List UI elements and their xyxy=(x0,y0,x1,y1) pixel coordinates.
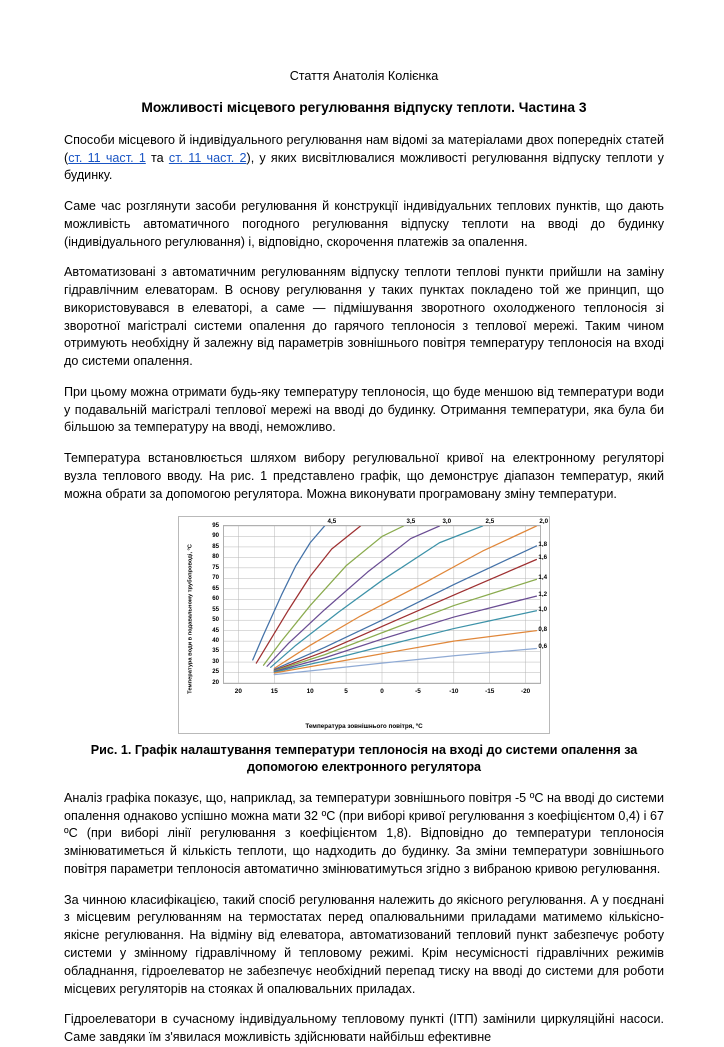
x-tick-label: 20 xyxy=(234,687,242,695)
plot-area xyxy=(223,525,541,684)
y-axis-title-label: Температура води в подавальному трубопроводі, ºC xyxy=(187,544,194,694)
x-tick-label: 0 xyxy=(380,687,384,695)
paragraph-2: Саме час розглянути засоби регулювання й конструкції індивідуальних теплових пунктів, що дають можливість автоматичного погодного регулювання відпуску теплоти на вводі до будинку (індивідуального регулювання) і, відповідно, скорочення платежів за опалення. xyxy=(64,198,664,249)
y-tick-label: 40 xyxy=(212,636,219,644)
y-tick-label: 50 xyxy=(212,616,219,624)
y-axis-ticks xyxy=(201,521,219,686)
curve-label-1-6: 1,6 xyxy=(538,554,548,562)
y-tick-label: 20 xyxy=(212,678,219,686)
paragraph-1-text-a: Способи місцевого й індивідуального регулювання нам відомі за матеріалами двох попередніх статей ( xyxy=(64,132,664,165)
curve-label-3-0: 3,0 xyxy=(442,517,452,525)
y-tick-label: 25 xyxy=(212,668,219,676)
y-tick-label: 35 xyxy=(212,647,219,655)
y-tick-label: 55 xyxy=(212,605,219,613)
curve-label-2-5: 2,5 xyxy=(485,517,495,525)
y-tick-label: 30 xyxy=(212,657,219,665)
paragraph-1 xyxy=(64,132,664,186)
curve-label-2-0: 2,0 xyxy=(539,517,549,525)
link-article-11-part-2[interactable]: ст. 11 част. 2 xyxy=(168,150,247,165)
curve-label-1-0: 1,0 xyxy=(538,605,548,613)
y-tick-label: 60 xyxy=(212,595,219,603)
chart-line-1-6 xyxy=(274,559,536,670)
x-tick-label: 10 xyxy=(306,687,314,695)
y-tick-label: 45 xyxy=(212,626,219,634)
x-axis-ticks xyxy=(223,689,541,701)
x-axis-title: Температура зовнішнього повітря, ºC xyxy=(305,722,423,730)
curve-label-4-5: 4,5 xyxy=(327,517,337,525)
chart-line-4-5 xyxy=(253,526,325,660)
y-tick-label: 65 xyxy=(212,584,219,592)
paragraph-8: Гідроелеватори в сучасному індивідуальному тепловому пункті (ІТП) замінили циркуляційні насоси. Саме завдяки їм з'явилася можливість здійснювати найбільш ефективне xyxy=(64,1012,664,1045)
y-tick-label: 95 xyxy=(212,521,219,529)
page-title: Можливості місцевого регулювання відпуску теплоти. Частина 3 xyxy=(141,100,587,115)
y-tick-label: 70 xyxy=(212,574,219,582)
y-tick-label: 80 xyxy=(212,553,219,561)
curve-label-1-8: 1,8 xyxy=(538,540,548,548)
x-tick-label: -10 xyxy=(449,687,459,695)
y-axis-title xyxy=(183,543,199,695)
link-article-11-part-1[interactable]: ст. 11 част. 1 xyxy=(68,150,146,165)
x-tick-label: -5 xyxy=(415,687,421,695)
x-tick-label: 15 xyxy=(270,687,278,695)
paragraph-4: При цьому можна отримати будь-яку температуру теплоносія, що буде меншою від температури води у подавальній магістралі теплової мережі на вводі до будинку. Отримання температури, яка була би більшою за температуру на вводі, неможливо. xyxy=(64,384,664,435)
curve-label-0-8: 0,8 xyxy=(538,625,548,633)
curve-label-1-4: 1,4 xyxy=(538,574,548,582)
chart-container xyxy=(178,516,550,734)
y-tick-label: 85 xyxy=(212,542,219,550)
paragraph-7: За чинною класифікацією, такий спосіб регулювання належить до якісного регулювання. А у поєднані з місцевим регулюванням на термостатах перед опалювальними приладами матимемо кількісно-якісне регулювання. На відміну від елеватора, автоматизований тепловий пункт забезпечує роботу системи у змінному гідравлічному й тепловому режимі. Крім несумісності гідравлічних режимів обладнання, гідроелеватор не забезпечує необхідний перепад тиску на вводі до системи для роботи місцевих регуляторів на стояках й опалювальних приладах. xyxy=(64,892,664,996)
y-tick-label: 75 xyxy=(212,563,219,571)
x-tick-label: -20 xyxy=(521,687,531,695)
chart-curves xyxy=(224,526,540,683)
curve-label-3-5: 3,5 xyxy=(406,517,416,525)
x-tick-label: -15 xyxy=(485,687,495,695)
curve-label-1-2: 1,2 xyxy=(538,591,548,598)
curve-label-0-6: 0,6 xyxy=(538,643,548,651)
paragraph-1-text-b: та xyxy=(145,150,169,165)
chart-line-2-0 xyxy=(274,526,536,668)
figure-caption: Рис. 1. Графік налаштування температури теплоносія на вході до системи опалення за допомогою електронного регулятора xyxy=(90,742,638,775)
paragraph-6: Аналіз графіка показує, що, наприклад, за температури зовнішнього повітря -5 ºC на вводі до системи опалення однаково успішно можна мати 32 ºC (при виборі кривої регулювання з коефіцієнтом 0,4) і 67 ºC (при виборі лінії регулювання з коефіцієнтом 1,8). Відповідно до температури теплоносія змінюватиметься й кількість теплоти, що надходить до будинку. За зміни температури зовнішнього повітря параметри теплоносія автоматично змінюватимуться згідно з вибраною кривою регулювання. xyxy=(64,790,664,877)
paragraph-3: Автоматизовані з автоматичним регулюванням відпуску теплоти теплові пункти прийшли на заміну гідравлічним елеваторам. В основу регулювання у таких пунктах покладено той же принцип, що використовувався в елеваторі, а саме — підмішування зворотного охолодженого теплоносія зі зворотної магістралі системи опалення до гарячого теплоносія з теплової мережі. Таким чином отримують необхідну й залежну від параметрів зовнішнього повітря температуру теплоносія на вході до системи опалення. xyxy=(64,264,664,369)
y-tick-label: 90 xyxy=(212,532,219,540)
chart-inner xyxy=(179,517,549,733)
figure-1 xyxy=(64,516,664,734)
x-tick-label: 5 xyxy=(344,687,348,695)
paragraph-1-text-c: ), у яких висвітлювалися можливості регулювання відпуску теплоти у будинку. xyxy=(64,150,664,183)
paragraph-5: Температура встановлюється шляхом вибору регулювальної кривої на електронному регуляторі вузла теплового вводу. На рис. 1 представлено графік, що демонструє діапазон температур, який можна обрати за допомогою регулятора. Можна виконувати програмовану зміну температури. xyxy=(64,450,664,501)
article-byline: Стаття Анатолія Колієнка xyxy=(289,69,439,83)
